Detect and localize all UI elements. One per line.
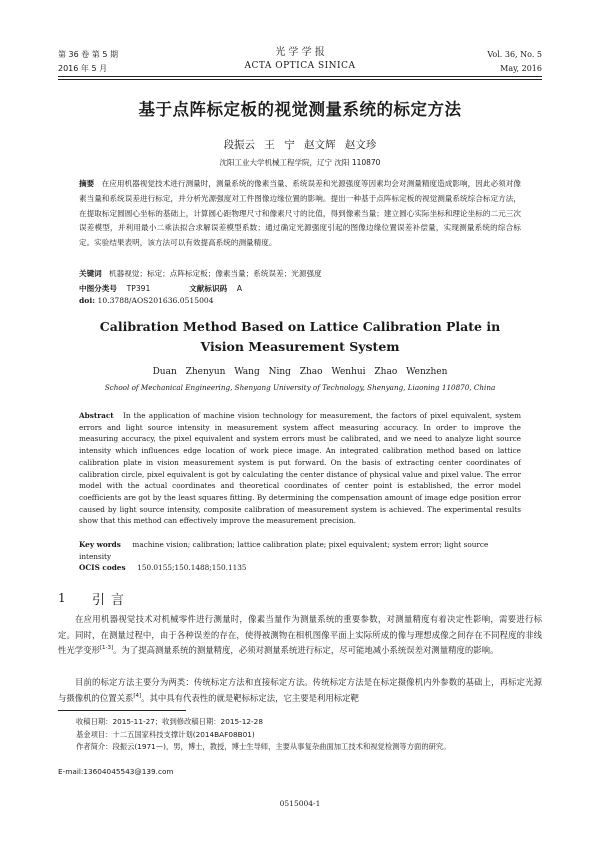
document-code-label: 文献标识码 — [189, 284, 228, 293]
section-title: 引言 — [92, 593, 131, 608]
abstract-en — [79, 410, 521, 527]
keywords-en-text: machine vision; calibration; lattice calibration plate; pixel equivalent; system error; light source intensity — [79, 540, 489, 561]
abstract-cn-text: 在应用机器视觉技术进行测量时，测量系统的像素当量、系统误差和光源强度等因素均会对测量精度造成影响，因此必须对像素当量和系统误差进行标定，并分析光源强度对工件图像边缘位置的影响。提出一种基于点阵标定板的视觉测量系统综合标定方法，在提取标定圆圆心坐标的基础上，计算圆心距物理尺寸和像素尺寸的比值，得到像素当量；建立圆心实际坐标和理论坐标的二元三次误差模型，并利用最小二乘法拟合求解误差模型系数；通过确定光源强度引起的图像边缘位置误差补偿量，实现测量系统的综合标定。实验结果表明，该方法可以有效提高系统的测量精度。 — [79, 179, 522, 248]
ocis-codes — [79, 563, 521, 572]
affiliation-cn: 沈阳工业大学机械工程学院，辽宁 沈阳 110870 — [219, 158, 381, 167]
keywords-en-label: Key words — [79, 540, 121, 549]
footnote-received: 收稿日期：2015-11-27；收到修改稿日期：2015-12-28 — [76, 717, 263, 726]
header-rule-thick — [58, 76, 542, 77]
classification-label: 中图分类号 — [79, 284, 117, 293]
volume-issue-en: Vol. 36, No. 5 — [487, 50, 542, 59]
abstract-cn-label: 摘要 — [79, 179, 95, 188]
intro-p2-text-b: 。其中具有代表性的就是靶标标定法，它主要是利用标定靶 — [141, 692, 359, 703]
keywords-cn-label: 关键词 — [79, 269, 102, 278]
doi — [79, 296, 521, 305]
date-en: May, 2016 — [500, 64, 542, 73]
citation-1-3[interactable]: [1-3] — [99, 645, 114, 652]
authors-cn: 段振云 王 宁 赵文辉 赵文珍 — [223, 139, 377, 151]
paper-title-cn: 基于点阵标定板的视觉测量系统的标定方法 — [138, 100, 462, 119]
authors-en: Duan Zhenyun Wang Ning Zhao Wenhui Zhao Wenzhen — [152, 367, 448, 377]
page-number: 0515004-1 — [279, 799, 321, 808]
abstract-en-text: In the application of machine vision technology for measurement, the factors of pixel equivalent, system errors and light source intensity in measurement system affect measuring accuracy. In order to improve the measuring accuracy, the pixel equivalent and system errors must be calibrated, and we need to analyze light source intensity which influences edge location of work piece image. An integrated calibration method based on lattice calibration plate in vision measurement system is put forward. On the basis of extracting center coordinates of calibration circle, pixel equivalent is got by calculating the center distance of physical value and pixel value. The error model with the actual coordinates and theoretical coordinates of center point is established, the error model coefficients are got by the least squares fitting. By determining the compensation amount of image edge position error caused by light source intensity, composite calibration of measurement system is achieved. The experimental results show that this method can effectively improve the measurement precision. — [79, 411, 521, 526]
classification-cn — [79, 282, 521, 297]
footnote-author: 作者简介：段振云(1971—)，男，博士，教授，博士生导师，主要从事复杂曲面加工技术和视觉检测等方面的研究。 — [76, 742, 451, 751]
section-number: 1 — [58, 591, 66, 605]
document-code-value: A — [236, 284, 243, 293]
affiliation-en: School of Mechanical Engineering, Shenyang University of Technology, Shenyang, Liaoning 110870, China — [104, 383, 496, 392]
intro-paragraph-2 — [58, 675, 542, 706]
footnote-fund: 基金项目：十二五国家科技支撑计划(2014BAF08B01) — [76, 729, 255, 739]
journal-name-cn: 光 学 学 报 — [275, 47, 325, 58]
doi-value[interactable]: 10.3788/AOS201636.0515004 — [97, 296, 214, 305]
ocis-value: 150.0155;150.1488;150.1135 — [137, 563, 247, 572]
keywords-cn-text: 机器视觉；标定；点阵标定板；像素当量；系统误差；光源强度 — [109, 269, 322, 278]
header-rule-thin — [58, 79, 542, 80]
doi-label: doi: — [79, 296, 96, 305]
abstract-en-label: Abstract — [79, 411, 114, 420]
ocis-label: OCIS codes — [79, 563, 126, 572]
paper-title-en — [0, 317, 600, 357]
intro-p2-text-a: 目前的标定方法主要分为两类：传统标定方法和直接标定方法。传统标定方法是在标定摄像机内外参数的基础上，再标定光源与摄像机的位置关系 — [58, 677, 542, 703]
intro-p1-text-a: 在应用机器视觉技术对机械零件进行测量时，像素当量作为测量系统的重要参数，对测量精度有着决定性影响，需要进行标定。同时，在测量过程中，由于各种误差的存在，使得被测物在相机图像平面上实际所成的像与理想成像之间存在不同程度的非线性光学变形 — [58, 614, 542, 655]
footnotes — [76, 716, 542, 754]
keywords-en — [79, 539, 521, 562]
abstract-cn — [79, 177, 521, 251]
intro-p1-text-b: 。为了提高测量系统的测量精度，必须对测量系统进行标定，尽可能地减小系统误差对测量精度的影响。 — [113, 645, 499, 655]
journal-name-en: ACTA OPTICA SINICA — [244, 61, 356, 71]
paper-title-en-line1: Calibration Method Based on Lattice Calibration Plate in — [99, 319, 501, 334]
classification-value: TP391 — [126, 284, 151, 293]
paper-title-en-line2: Vision Measurement System — [200, 339, 400, 354]
intro-paragraph-1 — [58, 612, 542, 659]
footnote-email[interactable]: E-mail:13604045543@139.com — [58, 767, 174, 776]
citation-4[interactable]: [4] — [133, 692, 142, 699]
date-cn: 2016 年 5 月 — [58, 64, 108, 73]
footnote-rule — [58, 710, 186, 711]
keywords-cn — [79, 267, 521, 282]
volume-issue-cn: 第 36 卷 第 5 期 — [58, 50, 118, 59]
